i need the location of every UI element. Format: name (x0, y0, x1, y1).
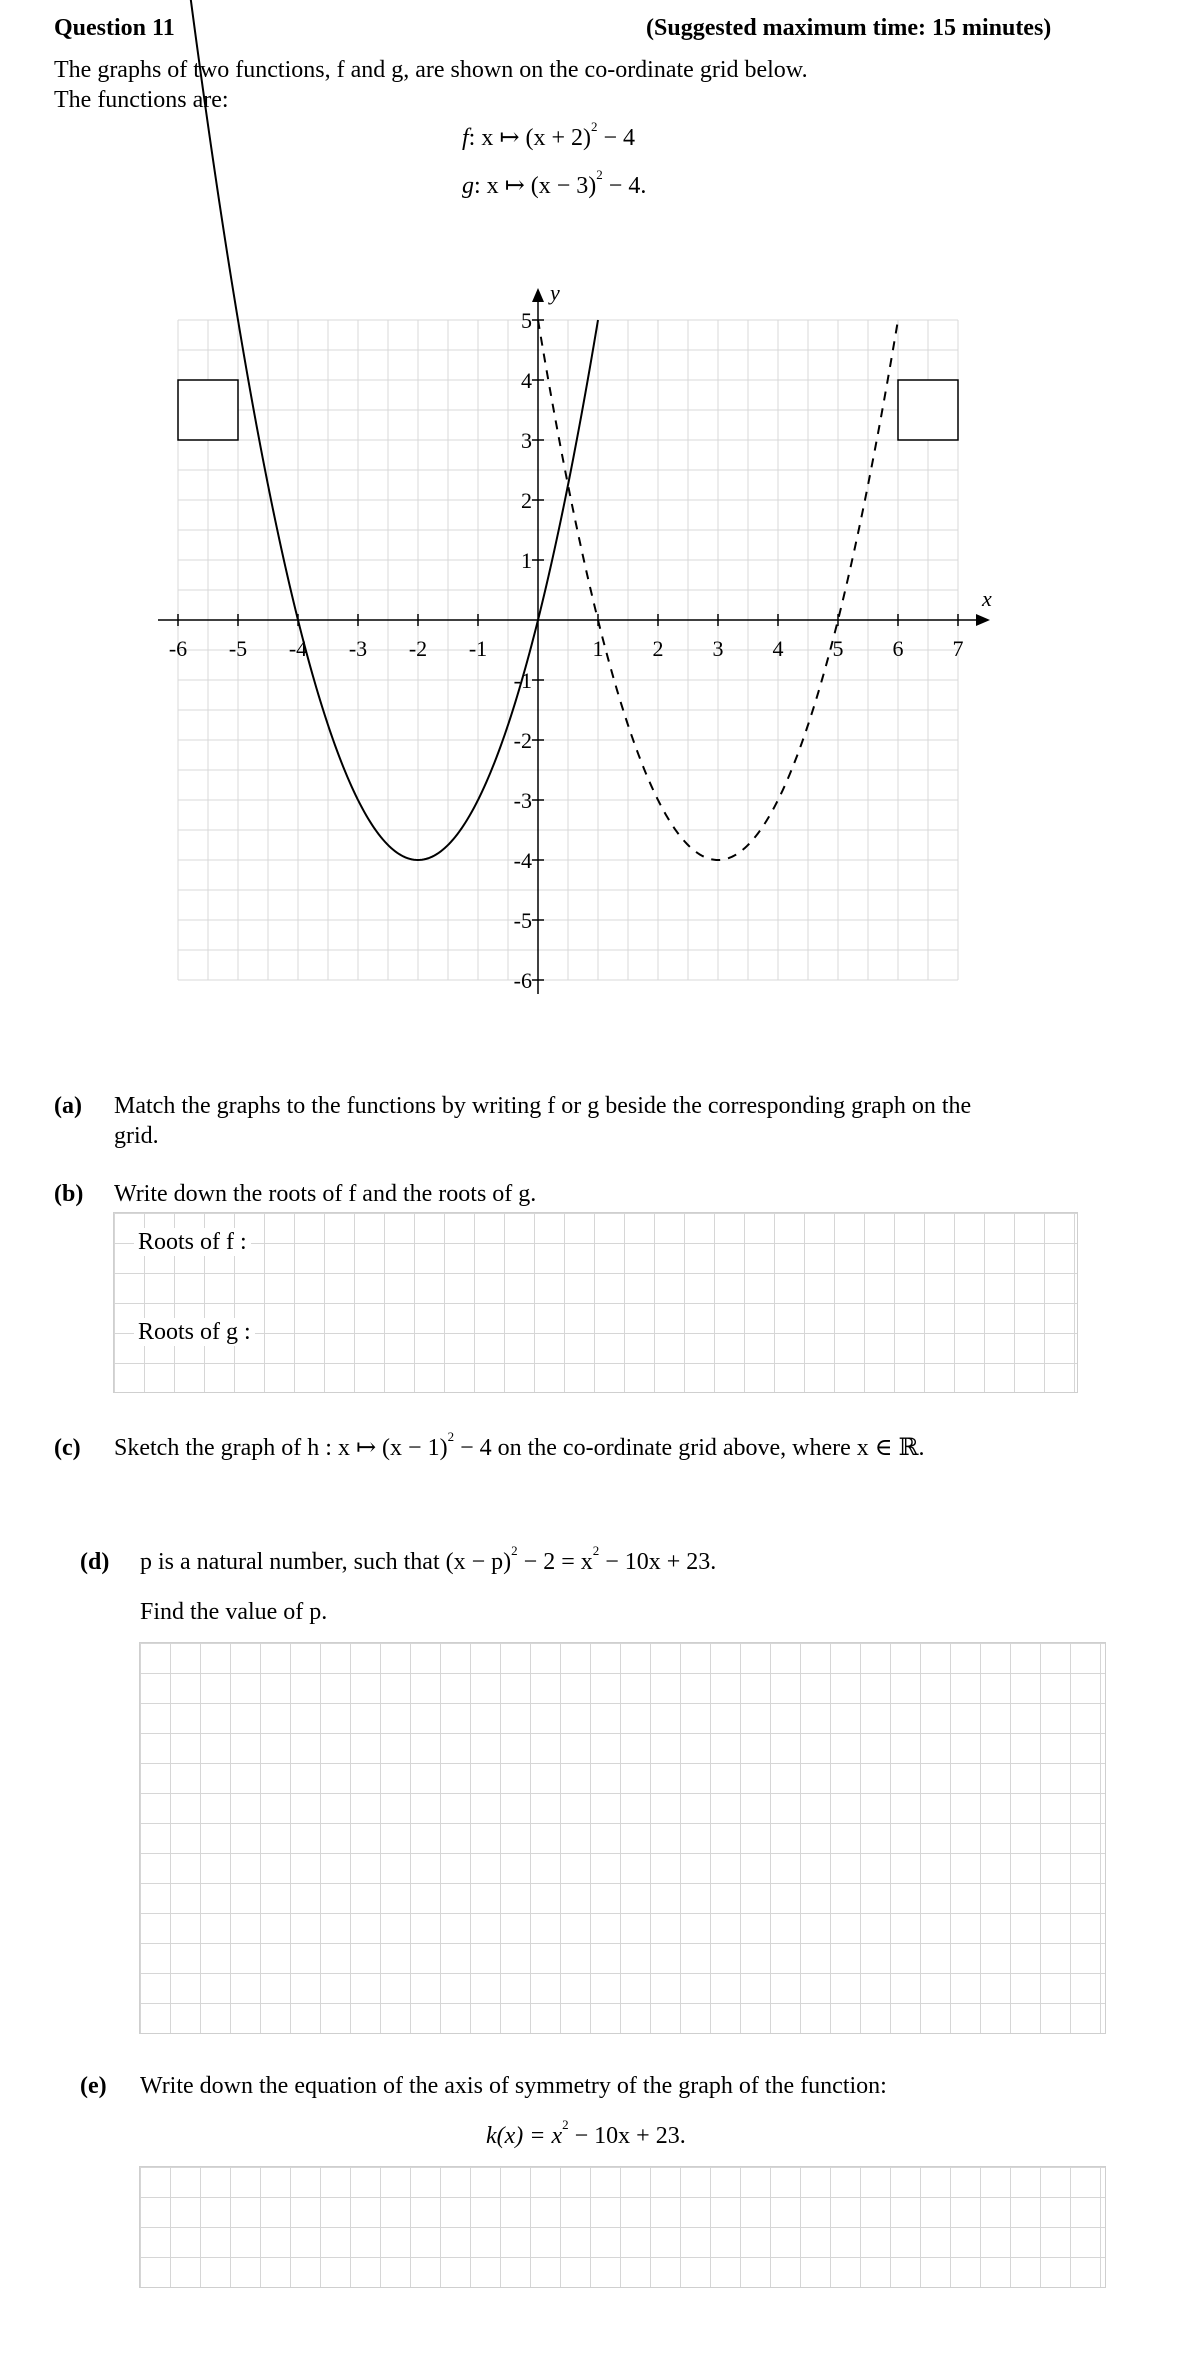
x-tick-label: 6 (892, 636, 904, 661)
intro-line-2: The functions are: (54, 87, 229, 113)
f-exponent: 2 (590, 119, 598, 134)
part-e-label: (e) (80, 2073, 107, 2099)
part-e-func-pre: k(x) = x (486, 2123, 563, 2149)
x-tick-label: -5 (228, 636, 248, 661)
f-map: : x ↦ (x + 2) (468, 125, 591, 151)
g-exponent: 2 (596, 167, 603, 182)
y-tick-label: -3 (513, 788, 532, 813)
y-tick-label: -2 (513, 728, 532, 753)
x-tick-label: 7 (952, 636, 964, 661)
f-name: f (462, 125, 469, 151)
question-title: Question 11 (54, 15, 175, 41)
x-tick-label: -6 (168, 636, 188, 661)
part-d-post: − 10x + 23. (599, 1549, 717, 1575)
x-tick-label: 3 (712, 636, 724, 661)
part-c-exp: 2 (447, 1429, 455, 1444)
part-e-function (486, 2117, 686, 2150)
y-tick-label: -6 (513, 968, 532, 993)
part-a-text-1: Match the graphs to the functions by writing f or g beside the corresponding graph on the (114, 1093, 972, 1119)
part-b-label: (b) (54, 1181, 84, 1207)
x-tick-label: -2 (408, 636, 428, 661)
roots-of-g-label: Roots of g : (134, 1318, 255, 1346)
part-c-post: − 4 on the co-ordinate grid above, where x ∈ ℝ. (454, 1435, 925, 1461)
part-d-find: Find the value of p. (140, 1599, 328, 1625)
part-a-label: (a) (54, 1093, 82, 1119)
part-b-answer-grid[interactable] (113, 1212, 1078, 1393)
x-tick-label: -3 (348, 636, 368, 661)
left-answer-box[interactable] (178, 380, 238, 440)
y-axis-label: y (550, 280, 560, 305)
right-answer-box[interactable] (898, 380, 958, 440)
y-tick-label: 5 (521, 308, 532, 333)
part-d-answer-grid[interactable] (139, 1642, 1106, 2034)
part-c-pre: Sketch the graph of h : x ↦ (x − 1) (114, 1435, 448, 1461)
intro-line-1: The graphs of two functions, f and g, are shown on the co-ordinate grid below. (54, 57, 808, 83)
g-name: g (462, 173, 474, 199)
y-axis-arrow (532, 288, 544, 302)
part-e-answer-grid[interactable] (139, 2166, 1106, 2288)
f-tail: − 4 (597, 125, 636, 151)
part-e-text: Write down the equation of the axis of symmetry of the graph of the function: (140, 2073, 887, 2099)
suggested-time: (Suggested maximum time: 15 minutes) (646, 15, 1052, 41)
part-a-text-2: grid. (114, 1123, 159, 1149)
y-tick-label: -1 (513, 668, 532, 693)
part-d-exp2: 2 (592, 1543, 600, 1558)
roots-of-f-label: Roots of f : (134, 1228, 251, 1256)
coordinate-grid-chart[interactable] (0, 0, 1196, 1040)
y-tick-label: 2 (521, 488, 532, 513)
y-tick-label: 1 (521, 548, 532, 573)
y-tick-label: -4 (513, 848, 532, 873)
part-c-text (114, 1429, 925, 1462)
curve-f-solid (184, 0, 598, 860)
part-d-mid: − 2 = x (517, 1549, 593, 1575)
part-c-label: (c) (54, 1435, 81, 1461)
part-d-label: (d) (80, 1549, 110, 1575)
part-b-text: Write down the roots of f and the roots of g. (114, 1181, 537, 1207)
x-tick-label: 1 (592, 636, 604, 661)
part-e-func-post: − 10x + 23. (568, 2123, 686, 2149)
y-tick-label: 3 (521, 428, 532, 453)
g-tail: − 4. (602, 173, 647, 199)
part-d-pre: p is a natural number, such that (x − p) (140, 1549, 512, 1575)
x-axis-arrow (976, 614, 990, 626)
x-tick-label: 2 (652, 636, 664, 661)
x-tick-label: 4 (772, 636, 784, 661)
y-tick-label: -5 (513, 908, 532, 933)
x-tick-label: -4 (288, 636, 308, 661)
x-axis-label: x (982, 586, 992, 611)
part-d-text (140, 1543, 717, 1576)
part-d-exp: 2 (511, 1543, 518, 1558)
part-e-func-exp: 2 (562, 2117, 569, 2132)
x-tick-label: -1 (468, 636, 488, 661)
g-map: : x ↦ (x − 3) (474, 173, 597, 199)
y-tick-label: 4 (521, 368, 532, 393)
x-tick-label: 5 (832, 636, 844, 661)
